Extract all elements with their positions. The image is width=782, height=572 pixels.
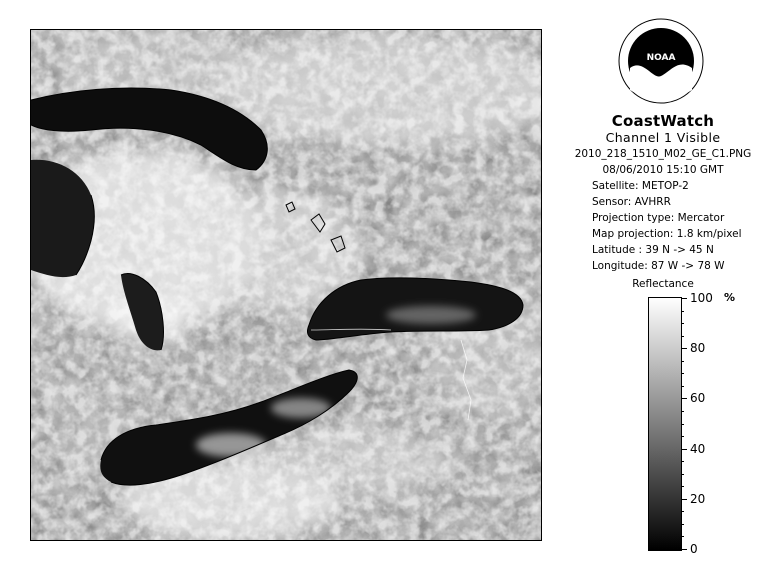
colorbar-minor-tick bbox=[681, 311, 684, 312]
noaa-logo bbox=[618, 18, 704, 104]
satellite-image-canvas bbox=[31, 30, 542, 541]
colorbar-tick-label: 20 bbox=[690, 491, 706, 506]
projection-type-text: Projection type: Mercator bbox=[592, 212, 725, 224]
filename-text: 2010_218_1510_M02_GE_C1.PNG bbox=[574, 148, 752, 160]
channel-title: Channel 1 Visible bbox=[605, 130, 721, 145]
colorbar-tick-label: 0 bbox=[690, 542, 698, 556]
colorbar-minor-tick bbox=[681, 336, 684, 337]
satellite-text: Satellite: METOP-2 bbox=[592, 180, 689, 192]
colorbar-tick-label: 40 bbox=[690, 441, 706, 456]
colorbar-minor-tick bbox=[681, 536, 684, 537]
map-projection-text: Map projection: 1.8 km/pixel bbox=[592, 228, 742, 240]
colorbar-major-tick bbox=[681, 348, 687, 349]
colorbar-major-tick bbox=[681, 298, 687, 299]
colorbar-major-tick bbox=[681, 499, 687, 500]
colorbar-minor-tick bbox=[681, 524, 684, 525]
longitude-text: Longitude: 87 W -> 78 W bbox=[592, 260, 725, 272]
colorbar-minor-tick bbox=[681, 386, 684, 387]
colorbar-minor-tick bbox=[681, 511, 684, 512]
colorbar-gradient bbox=[648, 297, 682, 551]
colorbar-minor-tick bbox=[681, 474, 684, 475]
datetime-text: 08/06/2010 15:10 GMT bbox=[602, 164, 724, 176]
colorbar-minor-tick bbox=[681, 424, 684, 425]
colorbar-label: Reflectance bbox=[632, 278, 694, 290]
colorbar-minor-tick bbox=[681, 461, 684, 462]
product-title: CoastWatch bbox=[611, 112, 715, 130]
colorbar-tick-label: 60 bbox=[690, 391, 706, 406]
colorbar-minor-tick bbox=[681, 486, 684, 487]
colorbar-tick-label: 100 bbox=[690, 291, 713, 305]
colorbar-major-tick bbox=[681, 549, 687, 550]
colorbar-minor-tick bbox=[681, 411, 684, 412]
colorbar-minor-tick bbox=[681, 361, 684, 362]
colorbar-unit: % bbox=[724, 291, 736, 304]
colorbar-minor-tick bbox=[681, 323, 684, 324]
logo-text: NOAA bbox=[646, 53, 676, 63]
sensor-text: Sensor: AVHRR bbox=[592, 196, 671, 208]
satellite-image bbox=[30, 29, 542, 541]
colorbar-major-tick bbox=[681, 449, 687, 450]
latitude-text: Latitude : 39 N -> 45 N bbox=[592, 244, 714, 256]
legend-panel bbox=[548, 0, 778, 572]
colorbar-major-tick bbox=[681, 398, 687, 399]
colorbar-minor-tick bbox=[681, 373, 684, 374]
colorbar bbox=[648, 291, 736, 556]
colorbar-tick-label: 80 bbox=[690, 341, 706, 356]
colorbar-minor-tick bbox=[681, 436, 684, 437]
